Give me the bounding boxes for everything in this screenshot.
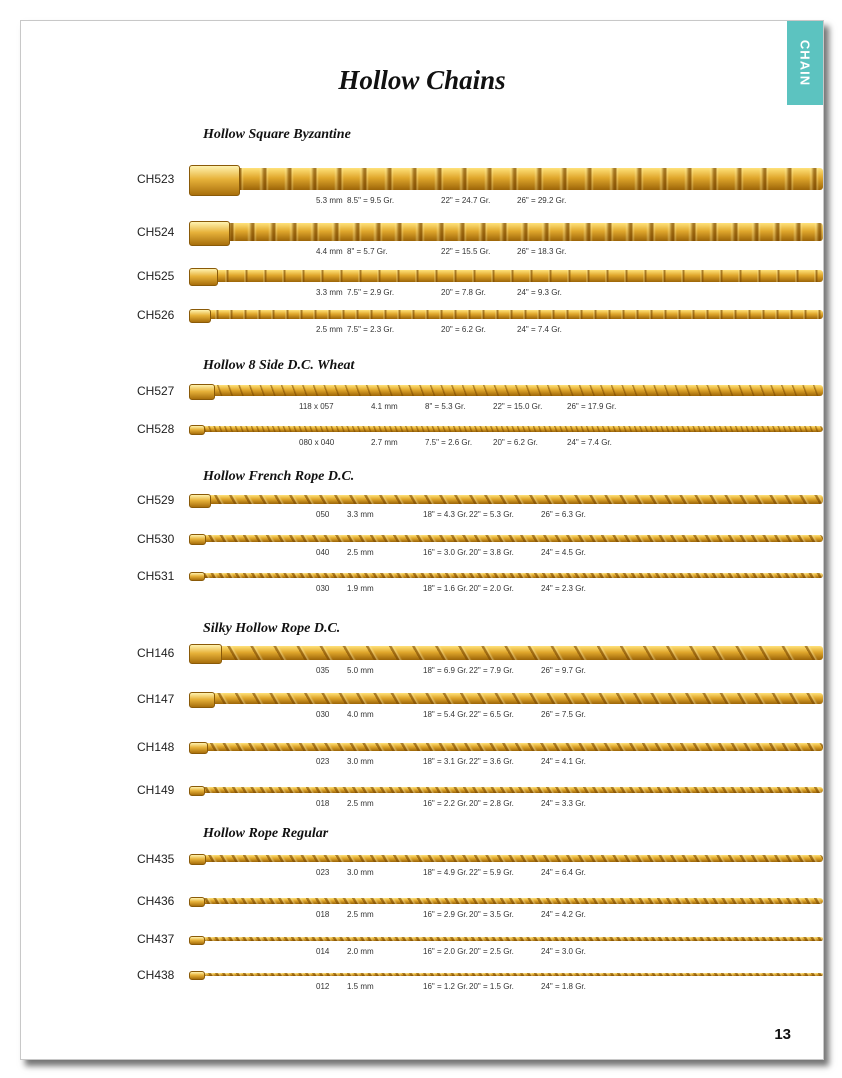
chain-spec: 20" = 3.5 Gr. [469,910,514,919]
chain-spec: 5.3 mm [316,196,343,205]
lobster-clasp-icon [189,384,215,400]
chain-spec: 5.0 mm [347,666,374,675]
lobster-clasp-icon [189,165,240,196]
section-heading: Hollow French Rope D.C. [203,469,355,484]
chain-image [189,937,823,941]
chain-spec: 023 [316,868,330,877]
chain-spec: 8.5" = 9.5 Gr. [347,196,395,205]
lobster-clasp-icon [189,692,215,708]
chain-spec: 22" = 3.6 Gr. [469,757,514,766]
chain-spec: 24" = 3.3 Gr. [541,799,586,808]
chain-spec: 24" = 4.2 Gr. [541,910,586,919]
chain-spec: 014 [316,947,330,956]
chain-spec: 030 [316,584,330,593]
chain-code: CH526 [137,307,175,322]
chain-code: CH525 [137,269,175,283]
chain-spec: 8" = 5.7 Gr. [347,247,388,256]
chain-spec: 1.5 mm [347,982,374,991]
chain-spec: 24" = 4.1 Gr. [541,757,586,766]
chain-image [189,535,823,542]
chain-code: CH435 [137,851,175,866]
chain-spec: 4.0 mm [347,710,374,719]
chain-spec: 3.0 mm [347,868,374,877]
chain-spec: 20" = 7.8 Gr. [441,288,486,297]
chain-spec: 018 [316,910,330,919]
chain-spec: 16" = 2.0 Gr. [423,947,468,956]
lobster-clasp-icon [189,221,230,246]
chain-spec: 2.7 mm [371,438,398,447]
chain-spec: 1.9 mm [347,584,374,593]
chain-image [189,855,823,862]
lobster-clasp-icon [189,534,206,545]
chain-spec: 26" = 6.3 Gr. [541,510,586,519]
chain-spec: 24" = 3.0 Gr. [541,947,586,956]
lobster-clasp-icon [189,897,205,907]
chain-code: CH529 [137,492,175,507]
chain-spec: 050 [316,510,330,519]
chain-spec: 22" = 15.5 Gr. [441,247,491,256]
chain-spec: 012 [316,982,330,991]
chain-image [189,223,823,241]
chain-image [189,426,823,432]
chain-spec: 22" = 5.3 Gr. [469,510,514,519]
chain-spec: 26" = 7.5 Gr. [541,710,586,719]
lobster-clasp-icon [189,644,222,664]
chain-spec: 18" = 4.9 Gr. [423,868,468,877]
chain-code: CH530 [137,531,175,546]
chain-spec: 3.3 mm [316,288,343,297]
chain-code: CH527 [137,383,175,398]
chain-spec: 118 x 057 [299,402,334,411]
chain-spec: 080 x 040 [299,438,335,447]
chain-spec: 24" = 6.4 Gr. [541,868,586,877]
chain-spec: 24" = 7.4 Gr. [567,438,612,447]
chain-code: CH147 [137,691,175,706]
chain-image [189,898,823,904]
chain-spec: 24" = 2.3 Gr. [541,584,586,593]
chain-spec: 18" = 3.1 Gr. [423,757,468,766]
chain-spec: 8" = 5.3 Gr. [425,402,466,411]
chain-spec: 2.5 mm [316,325,343,334]
lobster-clasp-icon [189,936,205,945]
chain-spec: 18" = 6.9 Gr. [423,666,468,675]
chain-spec: 24" = 4.5 Gr. [541,548,586,557]
chain-spec: 4.4 mm [316,247,343,256]
chain-image [189,646,823,660]
chain-spec: 3.3 mm [347,510,374,519]
chain-spec: 20" = 6.2 Gr. [493,438,538,447]
chain-spec: 20" = 2.5 Gr. [469,947,514,956]
chain-spec: 3.0 mm [347,757,374,766]
chain-spec: 2.5 mm [347,548,374,557]
chain-code: CH438 [137,967,175,982]
lobster-clasp-icon [189,854,206,865]
chain-spec: 20" = 2.8 Gr. [469,799,514,808]
chain-spec: 22" = 6.5 Gr. [469,710,514,719]
chain-spec: 22" = 7.9 Gr. [469,666,514,675]
chain-code: CH149 [137,783,175,797]
chain-image [189,973,823,976]
section-heading: Hollow 8 Side D.C. Wheat [203,358,355,373]
chain-spec: 18" = 1.6 Gr. [423,584,468,593]
chain-spec: 22" = 15.0 Gr. [493,402,543,411]
chain-spec: 18" = 5.4 Gr. [423,710,468,719]
chain-image [189,270,823,282]
chain-spec: 040 [316,548,330,557]
chain-image [189,743,823,751]
catalog-page [20,20,824,1060]
chain-spec: 18" = 4.3 Gr. [423,510,468,519]
section-heading: Hollow Rope Regular [203,826,329,841]
chain-spec: 2.5 mm [347,910,374,919]
page-number: 13 [774,1026,791,1043]
section-heading: Silky Hollow Rope D.C. [203,621,341,636]
chain-spec: 20" = 6.2 Gr. [441,325,486,334]
chain-spec: 22" = 5.9 Gr. [469,868,514,877]
chain-spec: 2.5 mm [347,799,374,808]
chain-spec: 24" = 9.3 Gr. [517,288,562,297]
chain-spec: 26" = 17.9 Gr. [567,402,617,411]
chain-spec: 16" = 2.9 Gr. [423,910,468,919]
chain-image [189,495,823,504]
chain-image [189,573,823,578]
chain-image [189,787,823,793]
chain-image [189,385,823,396]
chain-spec: 4.1 mm [371,402,398,411]
chain-spec: 16" = 3.0 Gr. [423,548,468,557]
chain-spec: 16" = 1.2 Gr. [423,982,468,991]
lobster-clasp-icon [189,494,211,508]
chain-code: CH436 [137,894,175,908]
chain-image [189,693,823,704]
chain-spec: 030 [316,710,330,719]
section-heading: Hollow Square Byzantine [203,127,351,142]
lobster-clasp-icon [189,971,205,980]
tab-label: CHAIN [797,39,813,87]
chain-code: CH148 [137,740,175,754]
chain-spec: 20" = 3.8 Gr. [469,548,514,557]
chain-spec: 20" = 1.5 Gr. [469,982,514,991]
chain-code: CH146 [137,646,175,660]
chain-code: CH437 [137,932,175,946]
chain-spec: 16" = 2.2 Gr. [423,799,468,808]
chain-spec: 7.5" = 2.9 Gr. [347,288,395,297]
chain-code: CH523 [137,172,175,186]
chain-spec: 7.5" = 2.6 Gr. [425,438,473,447]
chain-spec: 26" = 9.7 Gr. [541,666,586,675]
chain-spec: 2.0 mm [347,947,374,956]
lobster-clasp-icon [189,309,211,323]
chain-spec: 26" = 29.2 Gr. [517,196,567,205]
chain-spec: 20" = 2.0 Gr. [469,584,514,593]
lobster-clasp-icon [189,572,205,581]
chain-spec: 24" = 1.8 Gr. [541,982,586,991]
lobster-clasp-icon [189,786,205,796]
chain-image [189,310,823,319]
chain-spec: 018 [316,799,330,808]
chain-spec: 26" = 18.3 Gr. [517,247,567,256]
chain-image [189,168,823,190]
chain-spec: 035 [316,666,330,675]
chain-spec: 22" = 24.7 Gr. [441,196,491,205]
chain-spec: 023 [316,757,330,766]
chain-spec: 7.5" = 2.3 Gr. [347,325,395,334]
lobster-clasp-icon [189,742,208,754]
chain-spec: 24" = 7.4 Gr. [517,325,562,334]
chain-code: CH524 [137,225,175,239]
lobster-clasp-icon [189,425,205,435]
chain-code: CH531 [137,568,175,583]
lobster-clasp-icon [189,268,218,286]
page-title: Hollow Chains [338,65,506,95]
chain-code: CH528 [137,422,175,436]
